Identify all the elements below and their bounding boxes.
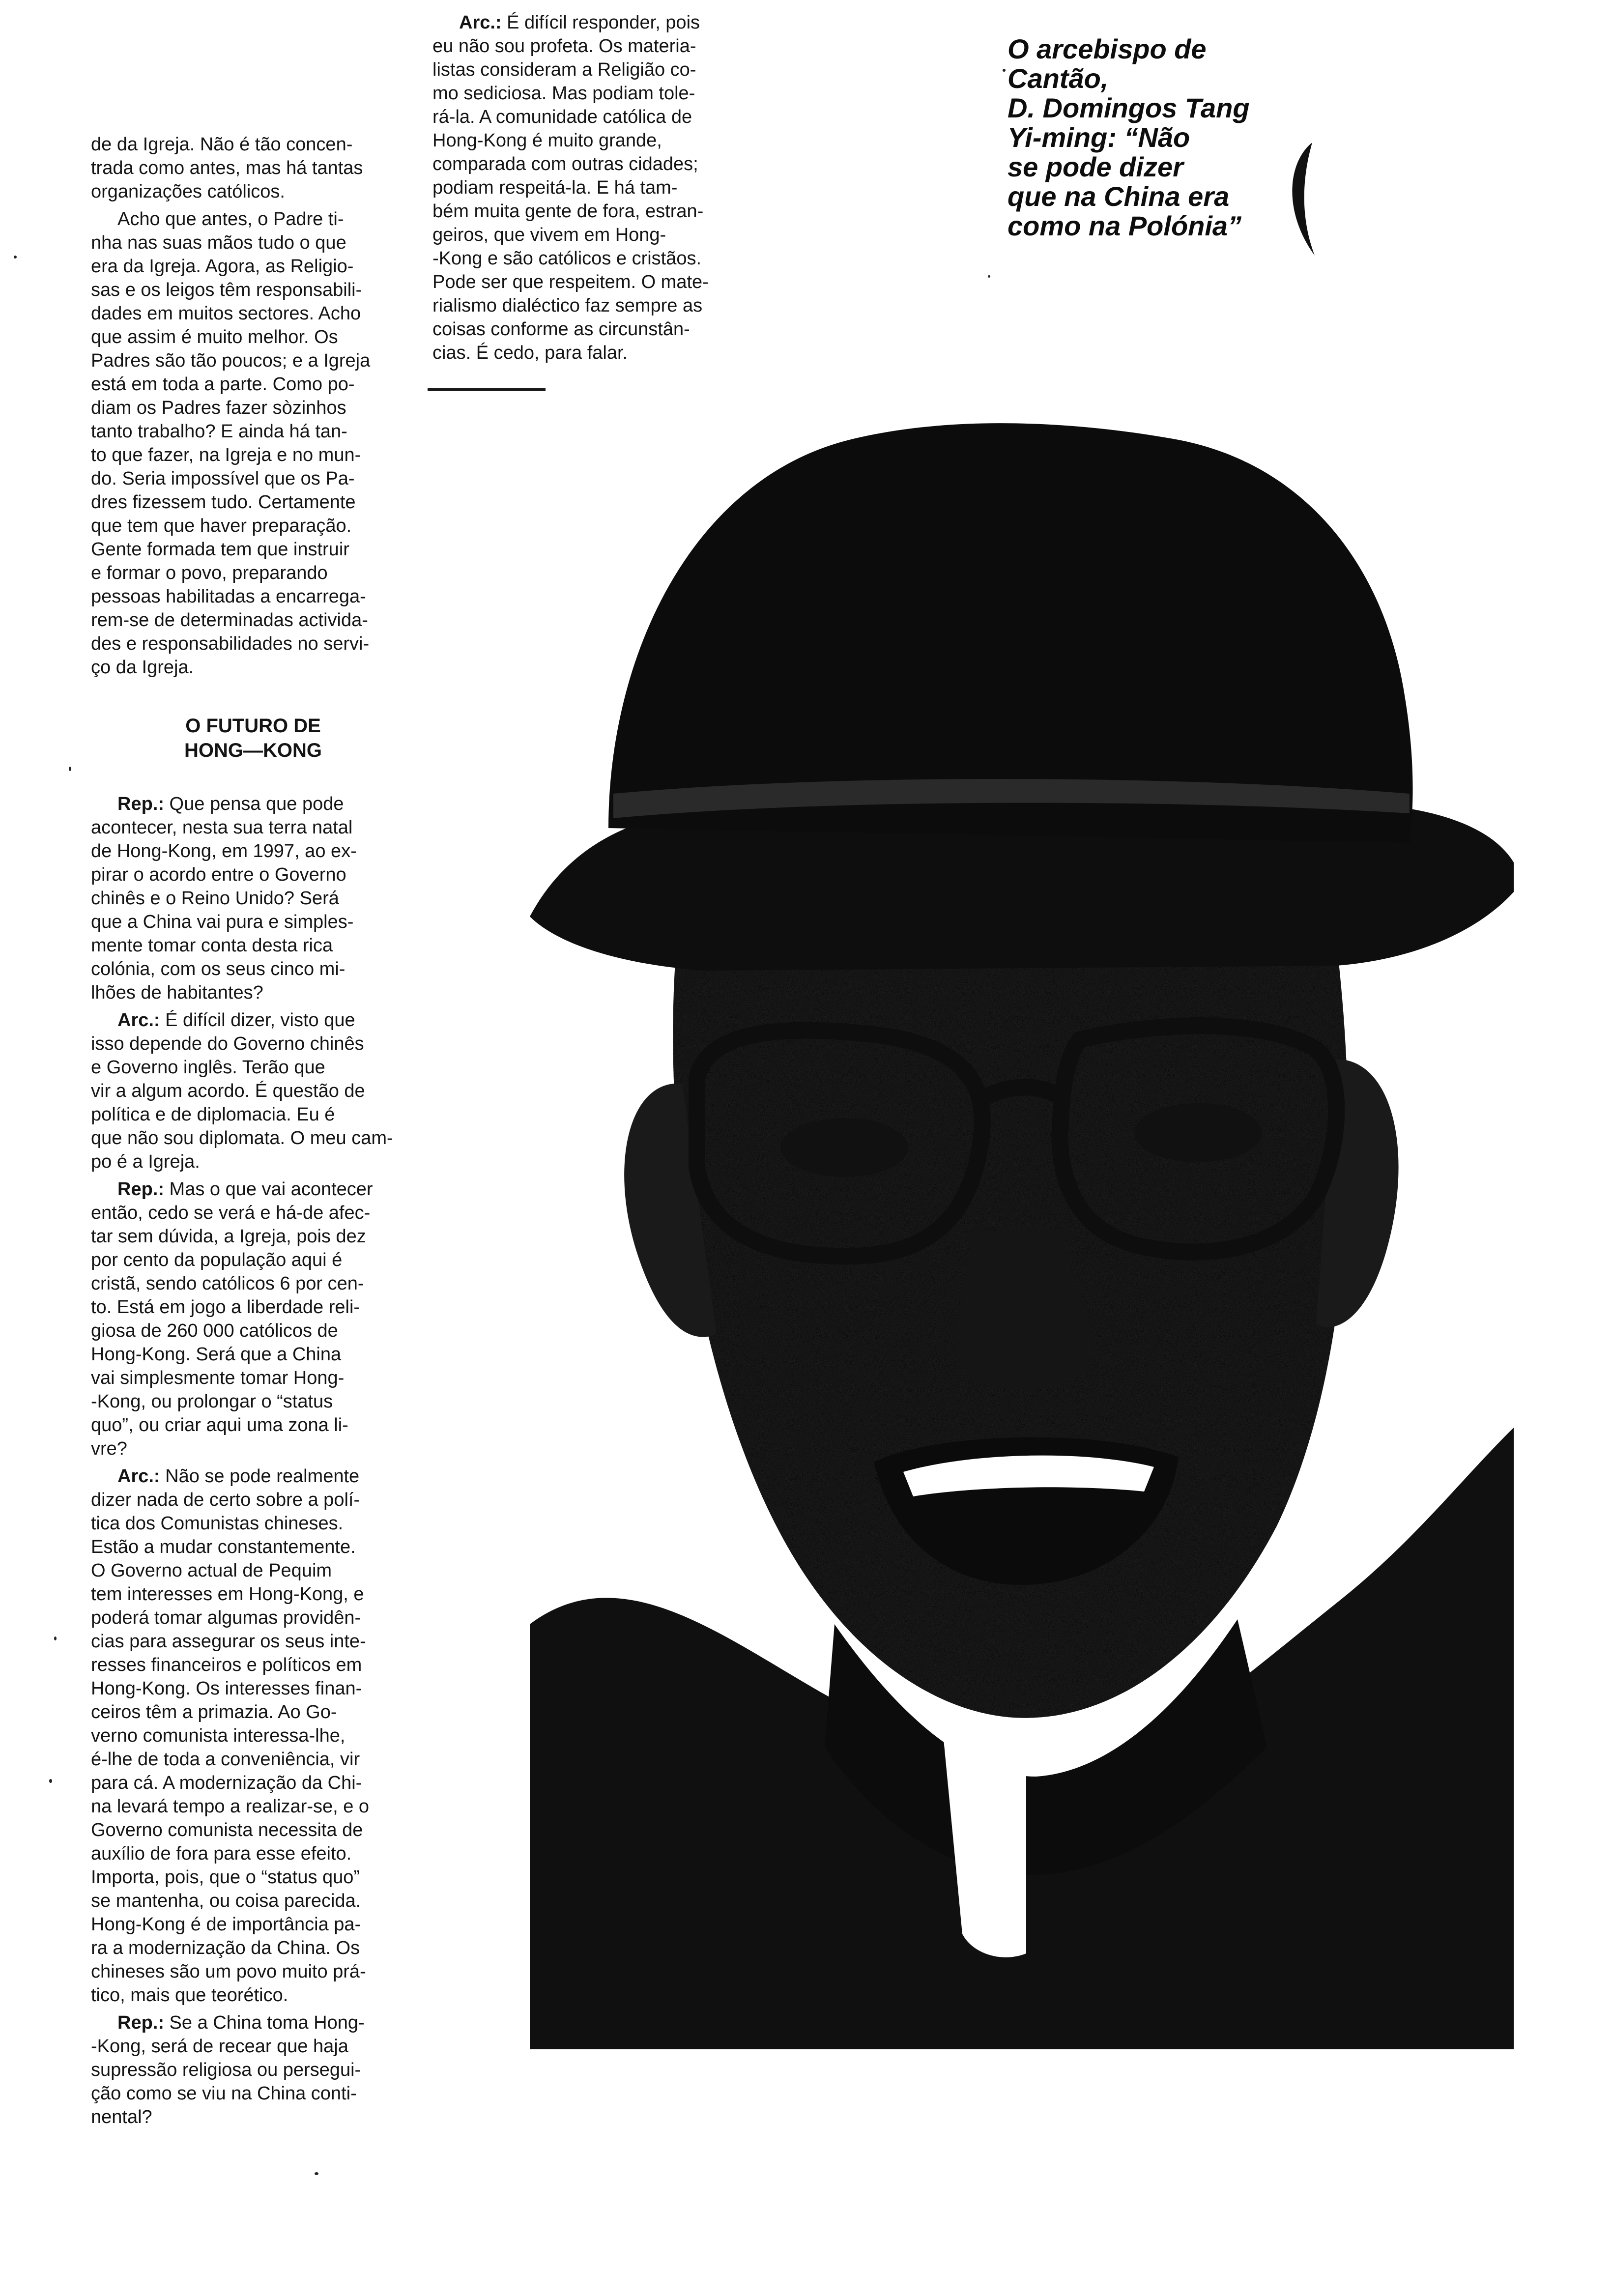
answer-paragraph bbox=[432, 11, 781, 365]
answer-text: Não se pode realmente dizer nada de certo sobre a polí- tica dos Comunistas chineses. Estão a mudar constantemente. O Governo actual de Pequim tem interesses em Hong-Kong, e poderá tomar algumas providên- cias para assegurar os seus inte- resses financeiros e políticos em Hong-Kong. Os interesses finan- ceiros têm a primazia. Ao Go- verno comunista interessa-lhe, é-lhe de toda a conveniência, vir para cá. A modernização da Chi- na levará tempo a realizar-se, e o Governo comunista necessita de auxílio de fora para esse efeito. Importa, pois, que o “status quo” se mantenha, ou coisa parecida. Hong-Kong é de importância pa- ra a modernização da China. Os chineses são um povo muito prá- tico, mais que teorético. bbox=[91, 1466, 370, 2006]
scan-speck bbox=[54, 1636, 57, 1640]
speaker-label: Arc.: bbox=[117, 1466, 160, 1487]
scan-speck bbox=[1003, 69, 1006, 72]
speaker-label: Arc.: bbox=[459, 12, 502, 33]
column-end-rule bbox=[428, 388, 546, 391]
scan-speck bbox=[69, 767, 71, 771]
question-text: Que pensa que pode acontecer, nesta sua terra natal de Hong-Kong, em 1997, ao ex- pirar o acordo entre o Governo chinês e o Reino Unido? Será que a China vai pura e simples- mente tomar conta desta rica colónia, com os seus cinco mi- lhões de habitantes? bbox=[91, 794, 357, 1003]
archbishop-portrait-photo bbox=[530, 420, 1514, 2049]
speaker-label: Rep.: bbox=[117, 1179, 164, 1200]
speaker-label: Arc.: bbox=[117, 1010, 160, 1031]
scan-speck bbox=[988, 275, 990, 278]
speaker-label: Rep.: bbox=[117, 794, 164, 814]
answer-paragraph bbox=[91, 1464, 415, 2007]
question-text: Mas o que vai acontecer então, cedo se verá e há-de afec- tar sem dúvida, a Igreja, pois dez por cento da população aqui é cristã, sendo católicos 6 por cen- to. Está em jogo a liberdade reli- giosa de 260 000 católicos de Hong-Kong. Será que a China vai simplesmente tomar Hong- -Kong, ou prolongar o “status quo”, ou criar aqui uma zona li- vre? bbox=[91, 1179, 373, 1459]
answer-text: É difícil responder, pois eu não sou profeta. Os materia- listas consideram a Religião co- mo sediciosa. Mas podiam tole- rá-la. A comunidade católica de Hong-Kong é muito grande, comparada com outras cidades; podiam respeitá-la. E há tam- bém muita gente de fora, estran- geiros, que vivem em Hong- -Kong e são católicos e cristãos. Pode ser que respeitem. O mate- rialismo dialéctico faz sempre as coisas conforme as circunstân- cias. É cedo, para falar. bbox=[432, 12, 709, 363]
scan-speck bbox=[49, 1779, 52, 1783]
answer-text: É difícil dizer, visto que isso depende do Governo chinês e Governo inglês. Terão que vir a algum acordo. É questão de política e de diplomacia. Eu é que não sou diplomata. O meu cam- po é a Igreja. bbox=[91, 1010, 393, 1172]
body-paragraph: de da Igreja. Não é tão concen- trada como antes, mas há tantas organizações católicos. bbox=[91, 134, 363, 202]
section-subheading: O FUTURO DE HONG—KONG bbox=[184, 715, 322, 761]
scan-speck bbox=[14, 256, 17, 258]
speaker-label: Rep.: bbox=[117, 2012, 164, 2033]
scan-speck bbox=[315, 2172, 318, 2175]
article-headline: O arcebispo de Cantão, D. Domingos Tang Yi-ming: “Não se pode dizer que na China era como na Polónia” bbox=[1008, 33, 1250, 241]
question-paragraph bbox=[91, 2011, 415, 2129]
headline-ornament bbox=[1283, 143, 1317, 256]
left-column bbox=[91, 133, 415, 2133]
question-paragraph bbox=[91, 792, 415, 1004]
question-paragraph bbox=[91, 1177, 415, 1461]
middle-column bbox=[432, 11, 781, 369]
body-paragraph: Acho que antes, o Padre ti- nha nas suas mãos tudo o que era da Igreja. Agora, as Religio- sas e os leigos têm responsabili- dades em muitos sectores. Acho que assim é muito melhor. Os Padres são tão poucos; e a Igreja está em toda a parte. Como po- diam os Padres fazer sòzinhos tanto trabalho? E ainda há tan- to que fazer, na Igreja e no mun- do. Seria impossível que os Pa- dres fizessem tudo. Certamente que tem que haver preparação. Gente formada tem que instruir e formar o povo, preparando pessoas habilitadas a encarrega- rem-se de determinadas activida- des e responsabilidades no servi- ço da Igreja. bbox=[91, 209, 371, 678]
answer-paragraph bbox=[91, 1008, 415, 1174]
question-text: Se a China toma Hong- -Kong, será de recear que haja supressão religiosa ou persegui- ção como se viu na China conti- nental? bbox=[91, 2012, 365, 2127]
